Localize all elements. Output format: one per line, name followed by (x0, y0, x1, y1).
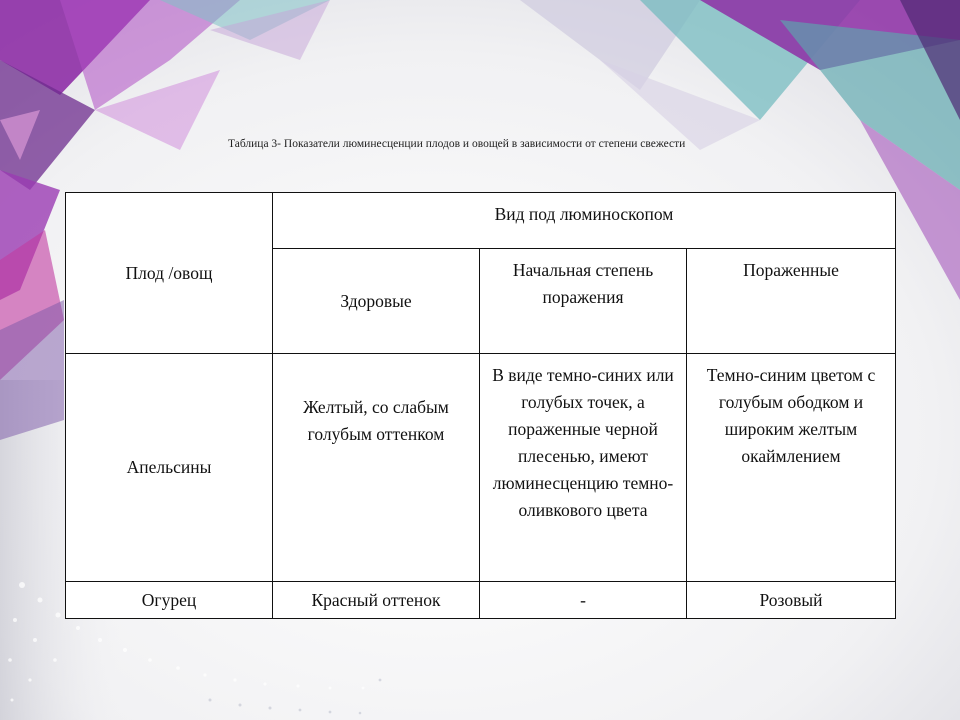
header-healthy: Здоровые (273, 249, 480, 354)
cell-healthy: Красный оттенок (273, 582, 480, 619)
cell-affected: Розовый (687, 582, 896, 619)
cell-healthy: Желтый, со слабым голубым оттенком (273, 354, 480, 582)
header-initial-damage: Начальная степень поражения (480, 249, 687, 354)
luminescence-table (65, 192, 895, 618)
header-luminoscope-view: Вид под люминоскопом (273, 193, 896, 249)
cell-affected: Темно-синим цветом с голубым ободком и широким желтым окаймлением (687, 354, 896, 582)
cell-name: Огурец (66, 582, 273, 619)
table-row (66, 354, 896, 582)
table-caption: Таблица 3- Показатели люминесценции плодов и овощей в зависимости от степени свежести (228, 138, 686, 150)
cell-name: Апельсины (66, 354, 273, 582)
table-row (66, 582, 896, 619)
header-affected: Пораженные (687, 249, 896, 354)
cell-initial: - (480, 582, 687, 619)
cell-initial: В виде темно-синих или голубых точек, а пораженные черной плесенью, имеют люминесценцию темно-оливкового цвета (480, 354, 687, 582)
header-fruit-vegetable: Плод /овощ (66, 193, 273, 354)
